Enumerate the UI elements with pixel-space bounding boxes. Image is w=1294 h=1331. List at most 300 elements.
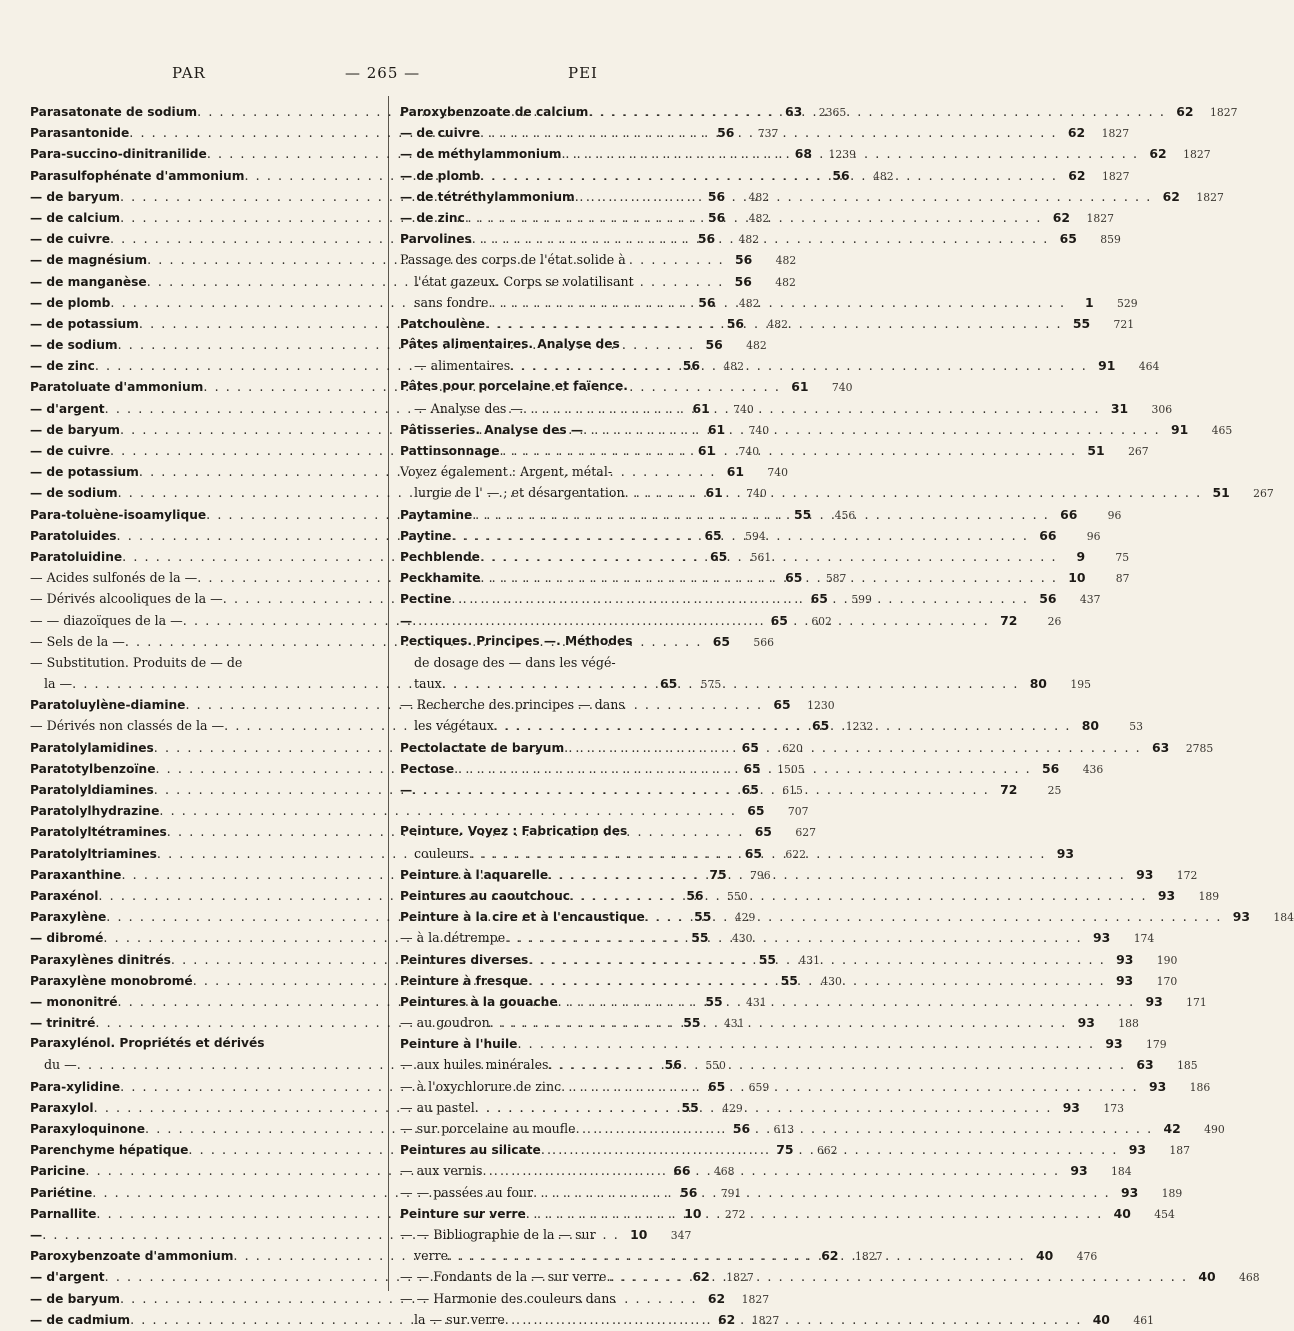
index-entry [400,186,1224,207]
page-number: 468 [1239,1271,1260,1285]
volume-number: 61 [705,485,723,501]
leader-dots [625,482,1202,503]
entry-text: Paytamine [400,507,473,522]
leader-dots [472,504,1049,525]
index-entry [400,1097,1124,1118]
entry-text: Paraxénol [30,888,99,903]
entry-text: — de tétréthylammonium [400,189,575,204]
page-number: 347 [670,1228,692,1242]
volume-number: 93 [1157,887,1176,903]
page-number: 170 [1156,974,1178,988]
volume-number: 65 [743,760,761,776]
page-number: 615 [782,784,803,797]
entry-text: Paratolyldiamines [30,783,154,797]
entry-line [400,821,772,842]
entry-text: Peinture à l'aquarelle [400,867,549,882]
entry-text: Para-succino-dinitranilide [30,147,207,162]
volume-number: 10 [1068,570,1086,586]
entry-text: Paratoluate d'ammonium [30,380,204,395]
entry-line [400,1033,1167,1054]
volume-number: 80 [1029,676,1047,692]
entry-line [400,249,772,270]
index-entry [400,1266,1260,1287]
entry-line [400,355,1160,376]
page-number: 490 [1204,1123,1225,1136]
page-number: 482 [746,339,767,353]
page-number: 1230 [807,699,835,713]
entry-text: — de magnésium [30,253,148,268]
volume-number: 63 [785,104,803,119]
volume-number: 65 [704,527,722,543]
entry-text: la — [44,676,73,692]
index-entry [400,864,1198,885]
page-number: 465 [1211,423,1233,437]
entry-text: Paraxylène [30,910,107,925]
volume-number: 56 [686,887,704,903]
leader-dots [480,165,1057,186]
volume-number: 10 [684,1205,702,1221]
volume-number: 68 [794,146,812,162]
entry-text: — trinitré [30,1016,96,1031]
leader-dots [528,949,1105,970]
entry-text: Paratolylhydrazine [30,804,160,819]
entry-text: — Dérivés alcooliques de la — [30,591,223,607]
entry-text: Voyez également : Argent, métal- [400,464,613,480]
volume-number: 65 [660,676,678,692]
entry-text: — de potassium [30,316,139,331]
page-number: 599 [851,593,872,607]
entry-line [400,186,1224,207]
page-number: 529 [1116,296,1138,310]
entry-line [400,1224,772,1245]
index-entry [400,1012,1139,1033]
volume-number: 65 [708,1078,726,1094]
page-number: 620 [782,741,803,755]
entry-text: lurgie de l' — ; et désargentation [414,485,625,501]
leader-dots [510,355,1087,376]
volume-number: 56 [1042,760,1060,776]
entry-text: Peinture à la cire et à l'encaustique [400,910,645,925]
page-number: 174 [1133,932,1155,946]
page-number: 791 [720,1186,742,1200]
entry-text: Paratotylbenzoïne [30,761,156,776]
entry-text: — Sels de la — [30,633,125,649]
entry-text: — mononitré [30,994,118,1009]
header-right-guide-word: PEI [568,64,598,82]
entry-line [400,927,1155,948]
entry-text: — de plomb [400,168,481,183]
entry-text: Parenchyme hépatique [30,1143,189,1158]
page-number: 1239 [828,148,856,162]
page-number: 468 [713,1165,735,1179]
entry-text: — de calcium [30,210,121,225]
entry-text: Patchoulène [400,316,485,331]
index-entry [400,440,1149,461]
page-number: 550 [705,1059,726,1073]
page-number: 431 [723,1017,745,1031]
page-number: 2365 [818,106,847,119]
entry-line [400,991,1207,1012]
leader-dots [448,1245,1025,1266]
entry-text: — de sodium [30,486,118,501]
volume-number: 72 [1000,612,1018,628]
page-number: 1827 [1102,169,1130,183]
entry-text: Paroxybenzoate d'ammonium [30,1249,234,1264]
leader-dots [533,1182,1110,1203]
volume-number: 61 [697,443,716,458]
page-number: 482 [748,190,770,204]
volume-number: 56 [726,315,745,331]
entry-text: Peintures à la gouache [400,994,558,1009]
leader-dots [558,991,1135,1012]
leader-dots [541,1139,1118,1160]
entry-text: Peinture. Voyez : Fabrication des [400,824,628,839]
entry-text: — — Harmonie des couleurs dans [400,1290,616,1306]
entry-line [400,440,1149,461]
volume-number: 42 [1163,1121,1181,1136]
page-number: 594 [745,529,766,543]
entry-text: Pectolactate de baryum [400,740,565,755]
entry-line [400,1203,1175,1224]
leader-dots [645,906,1222,927]
entry-text: Paraxylènes dinitrés [30,952,171,967]
entry-text: — Analyse des — [414,400,523,416]
page-number: 707 [787,805,809,819]
entry-text: la — sur verre [414,1311,505,1327]
entry-text: Pâtes pour porcelaine et faïence. [400,379,628,394]
page-number: 1827 [855,1250,883,1264]
volume-number: 61 [692,400,710,416]
entry-line [400,906,1294,927]
index-entry [400,546,1130,567]
index-entry [400,1182,1183,1203]
entry-text: Paratoluylène-diamine [30,698,186,713]
entry-line [400,1266,1260,1287]
entry-text: — — Bibliographie de la — sur [400,1226,596,1242]
entry-line [400,398,1173,419]
volume-number: 56 [707,188,726,204]
leader-dots [576,1118,1153,1139]
volume-number: 62 [1162,188,1180,204]
entry-line [400,1288,772,1309]
entry-text: — de zinc [400,210,465,225]
leader-dots [517,1033,1094,1054]
volume-number: 56 [734,252,753,268]
leader-dots [475,1097,1052,1118]
entry-text: — au goudron [400,1015,490,1031]
index-entry [400,1054,1198,1075]
page-number: 53 [1129,720,1143,734]
leader-dots [505,927,1082,948]
page-number: 96 [1107,508,1122,522]
entry-line [400,271,772,292]
entry-text: Pâtisseries. Analyse des — [400,422,584,437]
volume-number: 56 [734,273,752,289]
page-number: 454 [1154,1207,1175,1221]
index-entry [400,1033,1167,1054]
entry-text: Para-toluène-isoamylique [30,507,207,522]
entry-text: — Dérivés non classés de la — [30,718,225,734]
entry-text: Pectose [400,761,455,776]
index-entry [400,207,1114,228]
page-number: 437 [1079,593,1101,607]
page-number: 859 [1100,233,1121,247]
leader-dots [505,1309,1082,1330]
entry-text: Pâtes alimentaires. Analyse des [400,337,620,352]
page-number: 306 [1151,402,1173,416]
page-number: 430 [731,932,753,946]
page-number: 566 [753,635,774,649]
entry-text: Paroxybenzoate de calcium [400,105,589,119]
volume-number: 62 [1068,167,1086,183]
entry-text: Paratoluides [30,528,117,543]
page-number: 550 [726,889,748,903]
index-entry [30,800,809,821]
entry-text: — de potassium [30,465,139,480]
entry-text: verre [414,1248,449,1264]
entry-text: — à la détrempe [400,930,506,946]
leader-dots [472,228,1049,249]
page-number: 464 [1138,360,1160,374]
entry-text: Para-xylidine [30,1079,121,1094]
leader-dots [528,970,1105,991]
entry-text: — de manganèse [30,274,147,289]
volume-number: 65 [1059,231,1077,247]
entry-text: Pectiques. Principes —. Méthodes [400,633,633,648]
entry-text: — d'argent [30,401,105,416]
page-number: 740 [748,423,770,437]
entry-text: — Acides sulfonés de la — [30,570,198,586]
volume-number: 65 [773,697,791,713]
volume-number: 93 [1120,1184,1139,1200]
entry-line [400,334,772,355]
entry-text: — au pastel [400,1099,475,1115]
page-number: 575 [700,678,722,692]
volume-number: 65 [754,824,772,840]
page-number: 1827 [751,1313,780,1327]
volume-number: 55 [758,951,777,967]
page-number: 430 [821,974,842,988]
entry-line [30,610,832,631]
volume-number: 62 [1052,209,1070,225]
index-entry [400,885,1220,906]
volume-number: 56 [680,1184,698,1200]
index-entry [400,228,1121,249]
volume-number: 91 [1098,358,1116,374]
volume-number: 1 [1084,294,1094,310]
entry-text: — de baryum [30,189,120,204]
page-number: 482 [723,360,744,374]
leader-dots [523,398,1100,419]
leader-dots [412,779,989,800]
page-number: 482 [775,254,797,268]
volume-number: 56 [664,1057,682,1073]
volume-number: 66 [1039,527,1057,543]
leader-dots [588,101,1165,122]
volume-number: 55 [794,506,812,522]
entry-line [400,1076,1211,1097]
page-number: 1232 [845,720,874,734]
volume-number: 65 [812,718,830,734]
volume-number: 56 [717,125,735,141]
volume-number: 65 [744,845,763,861]
volume-number: 75 [776,1142,794,1158]
page-number: 179 [1145,1038,1167,1052]
entry-line [400,419,1233,440]
volume-number: 93 [1070,1163,1088,1179]
page-number: 1827 [1086,211,1114,225]
volume-number: 66 [673,1163,691,1179]
entry-text: Parnallite [30,1206,97,1221]
volume-number: 65 [741,739,759,755]
volume-number: 93 [1056,845,1074,861]
volume-number: 93 [1115,972,1134,988]
volume-number: 93 [1077,1015,1095,1031]
entry-line [30,779,803,800]
entry-text: — de zinc [30,359,95,374]
entry-text: Peintures diverses [400,952,529,967]
entry-line [400,482,1274,503]
volume-number: 93 [1136,866,1154,882]
index-entry [400,991,1207,1012]
index-entry [400,334,1160,376]
entry-text: taux [414,676,442,692]
entry-line [400,694,772,715]
volume-number: 80 [1081,718,1099,734]
entry-text: — sur porcelaine au moufle [400,1121,576,1136]
page-number: 740 [746,487,767,501]
volume-number: 56 [732,1121,751,1136]
volume-number: 9 [1076,548,1086,564]
volume-number: 93 [1145,993,1163,1009]
entry-line [400,525,1101,546]
page-number: 186 [1189,1080,1211,1094]
entry-line [400,1097,1124,1118]
entry-text: — aux vernis [400,1163,483,1179]
entry-text: — de méthylammonium [400,147,562,162]
page-number: 187 [1169,1144,1190,1158]
page-number: 189 [1161,1186,1183,1200]
entry-text: Paratolylamidines [30,740,154,755]
page-number: 622 [785,847,807,861]
index-entry [400,631,1091,695]
entry-line [400,207,1114,228]
page-number: 482 [767,317,789,331]
volume-number: 65 [712,633,730,649]
entry-text: Pattinsonnage [400,444,500,458]
leader-dots [490,1012,1067,1033]
page-number: 75 [1115,550,1130,564]
entry-text: — de baryum [30,1291,120,1306]
leader-dots [480,122,1057,143]
volume-number: 56 [707,209,726,225]
page-number: 267 [1253,487,1274,501]
entry-line [400,228,1121,249]
volume-number: 93 [1232,909,1250,925]
page-number: 1827 [1210,106,1238,119]
entry-text: — aux huiles minérales [400,1057,549,1073]
index-entry [400,122,1130,143]
entry-text: Pectine [400,592,452,607]
leader-dots [451,525,1028,546]
entry-text: Parasatonate de sodium [30,105,198,119]
page-number: 172 [1176,868,1198,882]
page-number: 184 [1111,1165,1132,1179]
entry-text: de dosage des — dans les végé- [414,654,616,670]
entry-line [400,292,1138,313]
entry-line [30,800,809,821]
entry-line [400,1054,1198,1075]
index-entry [400,525,1101,546]
volume-number: 62 [821,1248,839,1264]
entry-line [400,461,772,482]
volume-number: 61 [707,421,726,437]
page-number: 96 [1086,529,1101,543]
page-number: 740 [733,402,754,416]
leader-dots [454,758,1031,779]
volume-number: 56 [682,358,700,374]
entry-line [400,546,1130,567]
entry-text: Peintures au silicate [400,1143,541,1158]
entry-text: Paricine [30,1164,86,1179]
page-number: 796 [749,868,771,882]
entry-text: — — passées au four [400,1184,534,1200]
entry-text: Paratolyltriamines [30,846,157,861]
entry-line [30,1033,382,1054]
entry-text: Parvolines [400,232,472,247]
index-entry [400,906,1294,927]
page-number: 659 [748,1080,770,1094]
volume-number: 55 [1072,315,1091,331]
entry-text: Pechblende [400,549,480,564]
volume-number: 93 [1116,951,1134,967]
entry-text: Paratolyltétramines [30,825,167,840]
page-number: 482 [738,233,760,247]
volume-number: 51 [1212,485,1230,501]
page-number: 613 [773,1123,795,1136]
volume-number: 56 [1039,591,1057,607]
entry-line [400,1160,1132,1181]
index-entry [400,927,1155,948]
page-number: 482 [872,169,894,183]
page-number: 436 [1082,762,1104,776]
volume-number: 55 [705,993,723,1009]
entry-text: Paraxylénol. Propriétés et dérivés [30,1036,265,1051]
volume-number: 93 [1149,1078,1167,1094]
volume-number: 56 [705,337,723,353]
volume-number: 62 [1067,125,1086,141]
leader-dots [526,1203,1103,1224]
page-number: 476 [1076,1250,1098,1264]
entry-text: du — [44,1057,77,1073]
entry-line [400,1182,1183,1203]
entry-line [400,673,1091,694]
page-number: 272 [724,1207,746,1221]
entry-line [400,631,772,652]
volume-number: 40 [1113,1205,1131,1221]
entry-line [400,652,772,673]
page-number: 171 [1186,995,1207,1009]
index-entry [30,610,832,631]
volume-number: 40 [1198,1269,1216,1285]
entry-text: Paraxyloquinone [30,1122,145,1136]
entry-text: Paraxylène monobromé [30,973,193,988]
page-number: 740 [767,466,789,480]
entry-line [400,864,1198,885]
volume-number: 62 [1149,146,1167,162]
entry-text: — de cadmium [30,1312,131,1327]
spacer [400,800,772,821]
